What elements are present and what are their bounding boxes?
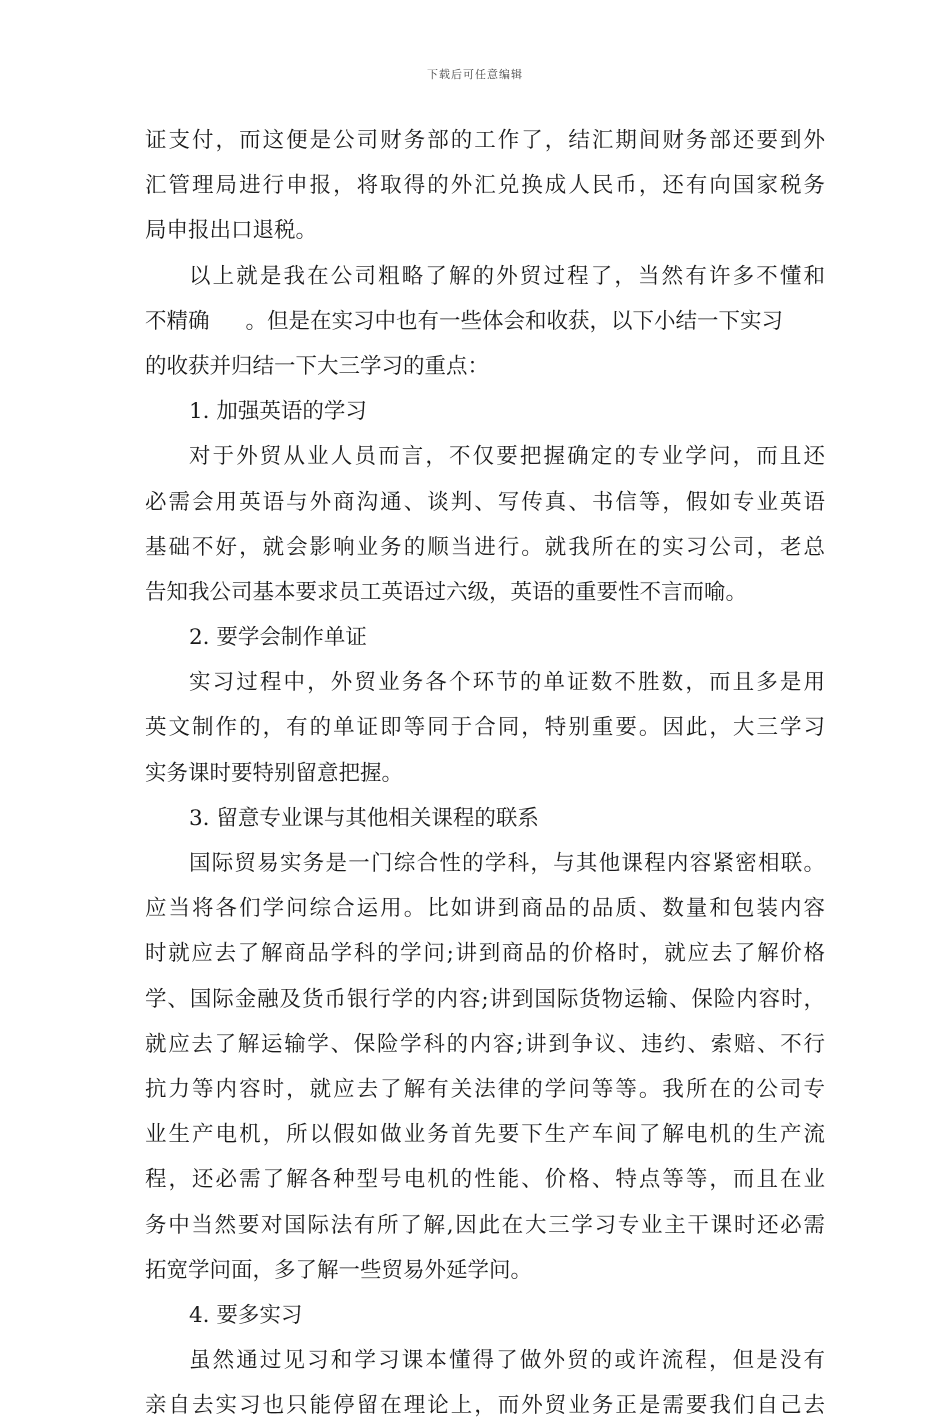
text-line: 务中当然要对国际法有所了解,因此在大三学习专业主干课时还必需: [145, 1212, 825, 1238]
text-line: 英文制作的，有的单证即等同于合同，特别重要。因此，大三学习: [145, 715, 825, 741]
text-line: 基础不好，就会影响业务的顺当进行。就我所在的实习公司，老总: [145, 534, 825, 560]
text-line: 拓宽学问面，多了解一些贸易外延学问。: [145, 1257, 533, 1283]
section-heading: 3. 留意专业课与其他相关课程的联系: [189, 805, 539, 831]
paragraph-first-line: 虽然通过见习和学习课本懂得了做外贸的或许流程，但是没有: [189, 1348, 825, 1374]
section-heading: 1. 加强英语的学习: [189, 399, 367, 425]
text-line: 必需会用英语与外商沟通、谈判、写传真、书信等，假如专业英语: [145, 489, 825, 515]
text-line: 局申报出口退税。: [145, 218, 318, 244]
document-body: [145, 118, 825, 1428]
text-line: 应当将各们学问综合运用。比如讲到商品的品质、数量和包装内容: [145, 896, 825, 922]
text-line: 证支付，而这便是公司财务部的工作了，结汇期间财务部还要到外: [145, 128, 825, 153]
text-segment: 。但是在实习中也有一些体会和收获，以下小结一下实习: [245, 308, 784, 334]
page-header-note: 下载后可任意编辑: [427, 68, 523, 81]
text-line: 学、国际金融及货币银行学的内容;讲到国际货物运输、保险内容时，: [145, 986, 825, 1012]
text-line: 抗力等内容时，就应去了解有关法律的学问等等。我所在的公司专: [145, 1076, 825, 1102]
text-line: 告知我公司基本要求员工英语过六级，英语的重要性不言而喻。: [145, 579, 748, 605]
text-line: 的收获并归结一下大三学习的重点：: [145, 353, 490, 379]
paragraph-first-line: 实习过程中，外贸业务各个环节的单证数不胜数，而且多是用: [189, 670, 825, 696]
text-line: [145, 299, 825, 344]
text-line: 业生产电机，所以假如做业务首先要下生产车间了解电机的生产流: [145, 1122, 825, 1148]
text-line: 实务课时要特别留意把握。: [145, 760, 404, 786]
text-line: 程，还必需了解各种型号电机的性能、价格、特点等等，而且在业: [145, 1167, 825, 1193]
paragraph-first-line: 以上就是我在公司粗略了解的外贸过程了，当然有许多不懂和: [189, 263, 825, 289]
section-heading: 2. 要学会制作单证: [189, 625, 367, 651]
text-line: 亲自去实习也只能停留在理论上，而外贸业务正是需要我们自己去: [145, 1393, 825, 1419]
paragraph-first-line: 国际贸易实务是一门综合性的学科，与其他课程内容紧密相联。: [189, 851, 825, 876]
section-heading: 4. 要多实习: [189, 1302, 303, 1328]
text-line: 就应去了解运输学、保险学科的内容;讲到争议、违约、索赔、不行: [145, 1031, 825, 1057]
text-line: 时就应去了解商品学科的学问;讲到商品的价格时，就应去了解价格: [145, 941, 825, 967]
text-segment: 不精确: [145, 308, 210, 334]
paragraph-first-line: 对于外贸从业人员而言，不仅要把握确定的专业学问，而且还: [189, 444, 825, 470]
text-line: 汇管理局进行申报，将取得的外汇兑换成人民币，还有向国家税务: [145, 173, 825, 199]
